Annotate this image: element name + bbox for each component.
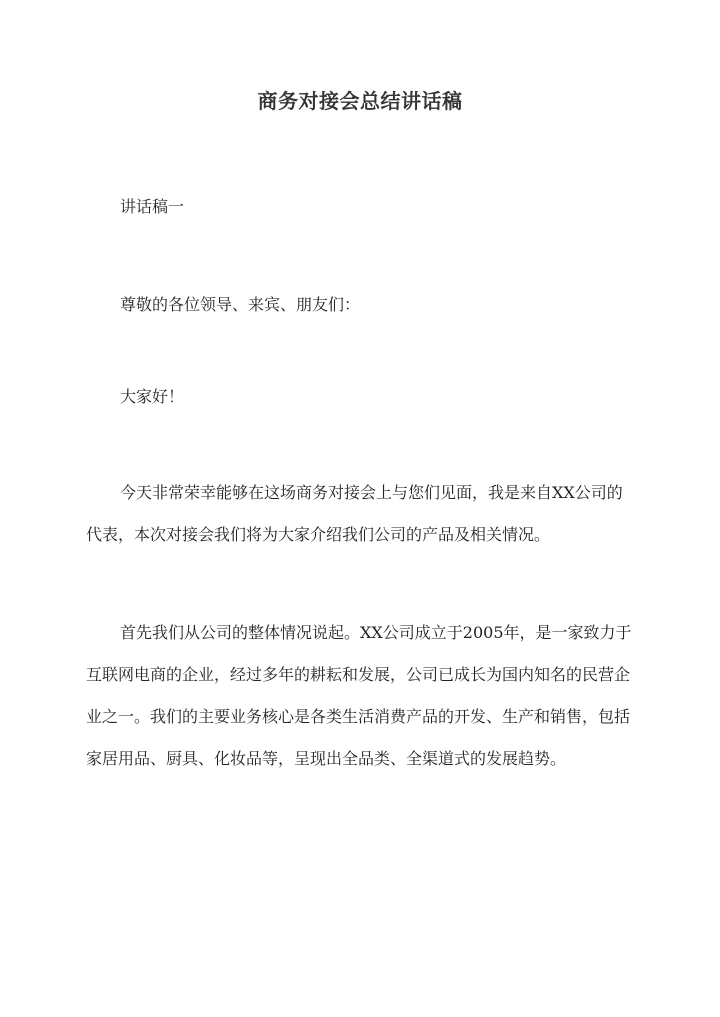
document-title: 商务对接会总结讲话稿 [257, 89, 463, 113]
greeting-paragraph: 尊敬的各位领导、来宾、朋友们： [120, 295, 361, 314]
intro-paragraph: 今天非常荣幸能够在这场商务对接会上与您们见面，我是来自XX公司的代表，本次对接会我们将为大家介绍我们公司的产品及相关情况。 [86, 483, 623, 544]
speech-heading: 讲话稿一 [120, 197, 185, 216]
hello-paragraph: 大家好！ [120, 387, 185, 406]
company-overview-paragraph: 首先我们从公司的整体情况说起。XX公司成立于2005年，是一家致力于互联网电商的企业，经过多年的耕耘和发展，公司已成长为国内知名的民营企业之一。我们的主要业务核心是各类生活消费产品的开发、生产和销售，包括家居用品、厨具、化妆品等，呈现出全品类、全渠道式的发展趋势。 [86, 623, 632, 768]
